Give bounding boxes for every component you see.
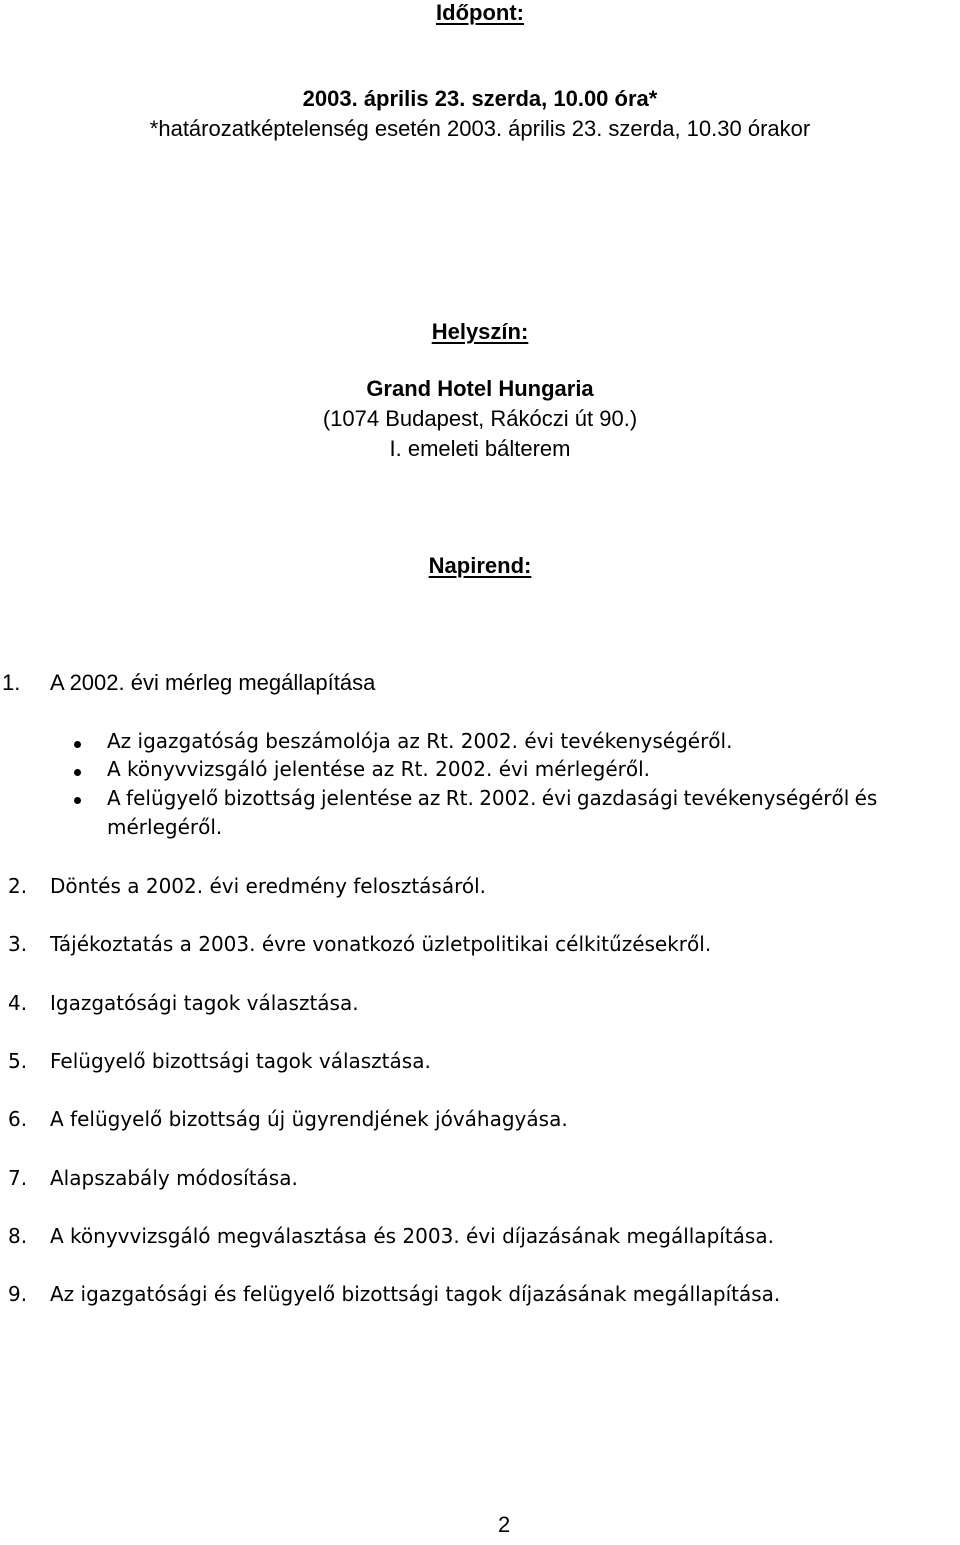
agenda-bullet-3: A felügyelő bizottság jelentése az Rt. 2002. évi gazdasági tevékenységéről és (107, 786, 878, 810)
page-number: 2 (498, 1512, 511, 1537)
agenda-item-2-text: Döntés a 2002. évi eredmény felosztásáról. (50, 874, 487, 898)
agenda-item-8-number: 8. (8, 1224, 28, 1248)
agenda-item-1-text: A 2002. évi mérleg megállapítása (50, 670, 376, 695)
agenda-bullet-1: Az igazgatóság beszámolója az Rt. 2002. évi tevékenységéről. (107, 729, 733, 753)
agenda-item-9-number: 9. (8, 1282, 28, 1306)
time-main: 2003. április 23. szerda, 10.00 óra* (302, 86, 658, 111)
agenda-item-4-text: Igazgatósági tagok választása. (50, 991, 359, 1015)
agenda-bullet-2: A könyvvizsgáló jelentése az Rt. 2002. évi mérlegéről. (107, 757, 651, 781)
location-venue: Grand Hotel Hungaria (366, 376, 594, 401)
agenda-item-1-number: 1. (2, 670, 21, 695)
agenda-item-6-number: 6. (8, 1107, 28, 1131)
time-heading: Időpont: (436, 0, 524, 25)
location-address: (1074 Budapest, Rákóczi út 90.) (322, 406, 638, 431)
agenda-item-5-text: Felügyelő bizottsági tagok választása. (50, 1049, 431, 1073)
agenda-item-5-number: 5. (8, 1049, 28, 1073)
agenda-item-3-text: Tájékoztatás a 2003. évre vonatkozó üzletpolitikai célkitűzésekről. (50, 932, 712, 956)
agenda-item-9-text: Az igazgatósági és felügyelő bizottsági tagok díjazásának megállapítása. (50, 1282, 781, 1306)
agenda-item-3-number: 3. (8, 932, 28, 956)
location-room: I. emeleti bálterem (389, 436, 571, 461)
agenda-item-7-number: 7. (8, 1166, 28, 1190)
bullet-icon (74, 769, 81, 776)
bullet-icon (74, 797, 81, 804)
location-heading: Helyszín: (431, 319, 529, 344)
agenda-item-2-number: 2. (8, 874, 28, 898)
agenda-item-6-text: A felügyelő bizottság új ügyrendjének jóváhagyása. (50, 1107, 568, 1131)
agenda-bullet-3-continued: mérlegéről. (107, 815, 223, 839)
agenda-heading: Napirend: (428, 553, 532, 578)
agenda-item-4-number: 4. (8, 991, 28, 1015)
agenda-item-7-text: Alapszabály módosítása. (50, 1166, 298, 1190)
agenda-item-8-text: A könyvvizsgáló megválasztása és 2003. évi díjazásának megállapítása. (50, 1224, 774, 1248)
bullet-icon (74, 741, 81, 748)
time-alternate: *határozatképtelenség esetén 2003. április 23. szerda, 10.30 órakor (149, 116, 811, 141)
